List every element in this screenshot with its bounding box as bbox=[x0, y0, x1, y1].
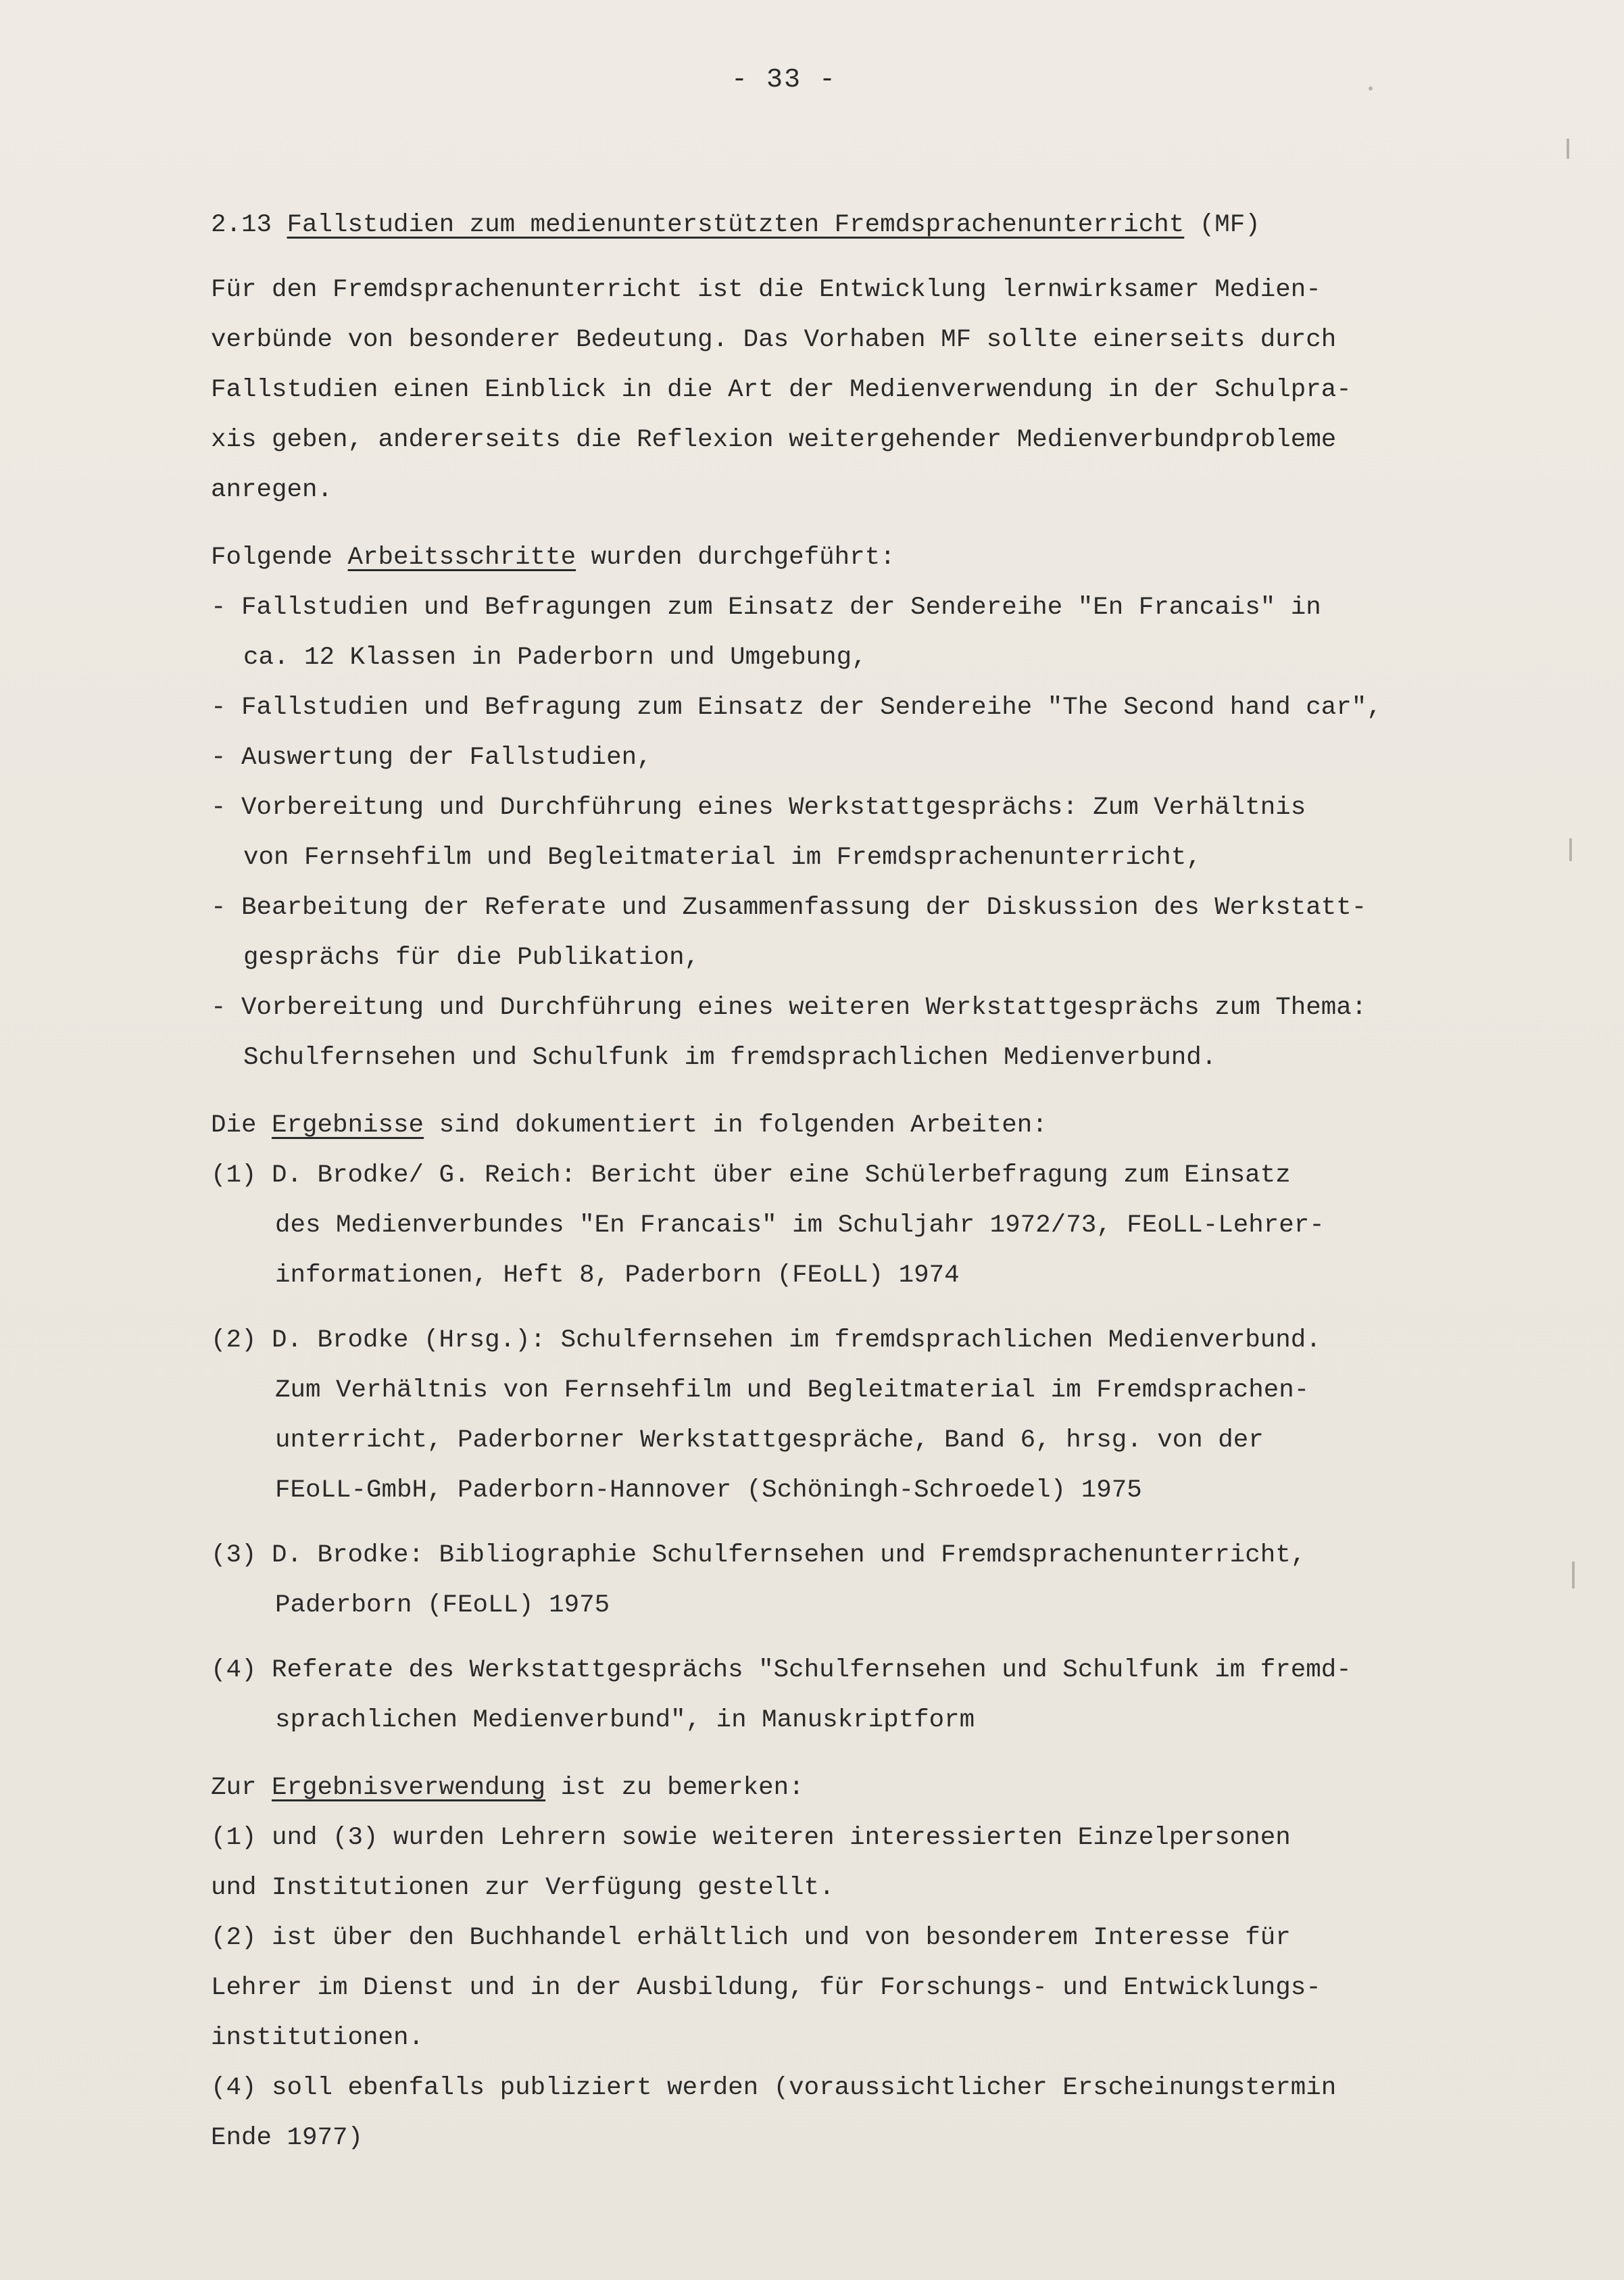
scan-speck bbox=[1569, 838, 1572, 861]
result-item bbox=[211, 1315, 1515, 1515]
heading-number: 2.13 bbox=[211, 211, 272, 239]
usage-line: und Institutionen zur Verfügung gestellt. bbox=[211, 1874, 835, 1902]
work-step-line: Schulfernsehen und Schulfunk im fremdsprachlichen Medienverbund. bbox=[243, 1044, 1217, 1072]
result-line: (2) D. Brodke (Hrsg.): Schulfernsehen im fremdsprachlichen Medienverbund. bbox=[211, 1326, 1321, 1355]
paragraph-line: xis geben, andererseits die Reflexion weitergehender Medienverbundprobleme bbox=[211, 426, 1337, 454]
section-heading bbox=[211, 200, 1515, 250]
result-line: (1) D. Brodke/ G. Reich: Bericht über eine Schülerbefragung zum Einsatz bbox=[211, 1161, 1291, 1190]
work-step-line: - Vorbereitung und Durchführung eines Werkstattgesprächs: Zum Verhältnis bbox=[211, 794, 1306, 822]
result-line: Paderborn (FEoLL) 1975 bbox=[275, 1591, 610, 1620]
heading-title: Fallstudien zum medienunterstützten Fremdsprachenunterricht bbox=[287, 211, 1185, 239]
result-item bbox=[211, 1530, 1515, 1630]
work-step-line: - Fallstudien und Befragung zum Einsatz der Sendereihe "The Second hand car", bbox=[211, 694, 1382, 722]
scan-speck bbox=[1572, 1561, 1575, 1588]
work-step-line: von Fernsehfilm und Begleitmaterial im Fremdsprachenunterricht, bbox=[243, 844, 1202, 872]
usage-line: (1) und (3) wurden Lehrern sowie weiteren interessierten Einzelpersonen bbox=[211, 1824, 1291, 1852]
result-line: FEoLL-GmbH, Paderborn-Hannover (Schöningh-Schroedel) 1975 bbox=[275, 1476, 1142, 1505]
body-text bbox=[211, 200, 1515, 2163]
page-number: - 33 - bbox=[731, 65, 837, 95]
results-section bbox=[211, 1100, 1515, 1745]
result-item bbox=[211, 1645, 1515, 1745]
usage-keyword: Ergebnisverwendung bbox=[272, 1774, 546, 1802]
work-steps-keyword: Arbeitsschritte bbox=[347, 543, 576, 572]
result-line: informationen, Heft 8, Paderborn (FEoLL) 1974 bbox=[275, 1261, 960, 1290]
work-steps-section bbox=[211, 533, 1515, 1083]
result-line: (4) Referate des Werkstattgesprächs "Schulfernsehen und Schulfunk im fremd- bbox=[211, 1656, 1352, 1684]
work-step-line: gesprächs für die Publikation, bbox=[243, 944, 700, 972]
result-line: Zum Verhältnis von Fernsehfilm und Begleitmaterial im Fremdsprachen- bbox=[275, 1376, 1310, 1405]
result-item bbox=[211, 1150, 1515, 1301]
work-step-line: - Vorbereitung und Durchführung eines weiteren Werkstattgesprächs zum Thema: bbox=[211, 994, 1367, 1022]
intro-paragraph bbox=[211, 265, 1515, 515]
paragraph-line: verbünde von besonderer Bedeutung. Das Vorhaben MF sollte einerseits durch bbox=[211, 326, 1337, 354]
usage-intro: Zur Ergebnisverwendung ist zu bemerken: bbox=[211, 1774, 804, 1802]
result-line: unterricht, Paderborner Werkstattgespräche, Band 6, hrsg. von der bbox=[275, 1426, 1264, 1455]
usage-line: Lehrer im Dienst und in der Ausbildung, für Forschungs- und Entwicklungs- bbox=[211, 1974, 1321, 2002]
work-step-line: - Auswertung der Fallstudien, bbox=[211, 744, 652, 772]
work-step-line: - Bearbeitung der Referate und Zusammenfassung der Diskussion des Werkstatt- bbox=[211, 894, 1367, 922]
result-line: (3) D. Brodke: Bibliographie Schulfernsehen und Fremdsprachenunterricht, bbox=[211, 1541, 1306, 1570]
result-line: sprachlichen Medienverbund", in Manuskriptform bbox=[275, 1706, 975, 1735]
usage-line: institutionen. bbox=[211, 2024, 424, 2052]
results-keyword: Ergebnisse bbox=[272, 1111, 424, 1140]
paragraph-line: Für den Fremdsprachenunterricht ist die Entwicklung lernwirksamer Medien- bbox=[211, 276, 1321, 304]
usage-section bbox=[211, 1763, 1515, 2163]
usage-line: Ende 1977) bbox=[211, 2124, 364, 2152]
paragraph-line: Fallstudien einen Einblick in die Art der Medienverwendung in der Schulpra- bbox=[211, 376, 1352, 404]
result-line: des Medienverbundes "En Francais" im Schuljahr 1972/73, FEoLL-Lehrer- bbox=[275, 1211, 1325, 1240]
scan-speck bbox=[1567, 139, 1569, 159]
results-intro: Die Ergebnisse sind dokumentiert in folgenden Arbeiten: bbox=[211, 1111, 1048, 1140]
usage-line: (2) ist über den Buchhandel erhältlich und von besonderem Interesse für bbox=[211, 1924, 1291, 1952]
paragraph-line: anregen. bbox=[211, 476, 333, 504]
work-step-line: - Fallstudien und Befragungen zum Einsatz der Sendereihe "En Francais" in bbox=[211, 593, 1321, 622]
usage-line: (4) soll ebenfalls publiziert werden (voraussichtlicher Erscheinungstermin bbox=[211, 2074, 1337, 2102]
work-step-line: ca. 12 Klassen in Paderborn und Umgebung, bbox=[243, 644, 867, 672]
work-steps-intro: Folgende Arbeitsschritte wurden durchgeführt: bbox=[211, 543, 895, 572]
heading-suffix: (MF) bbox=[1199, 211, 1260, 239]
